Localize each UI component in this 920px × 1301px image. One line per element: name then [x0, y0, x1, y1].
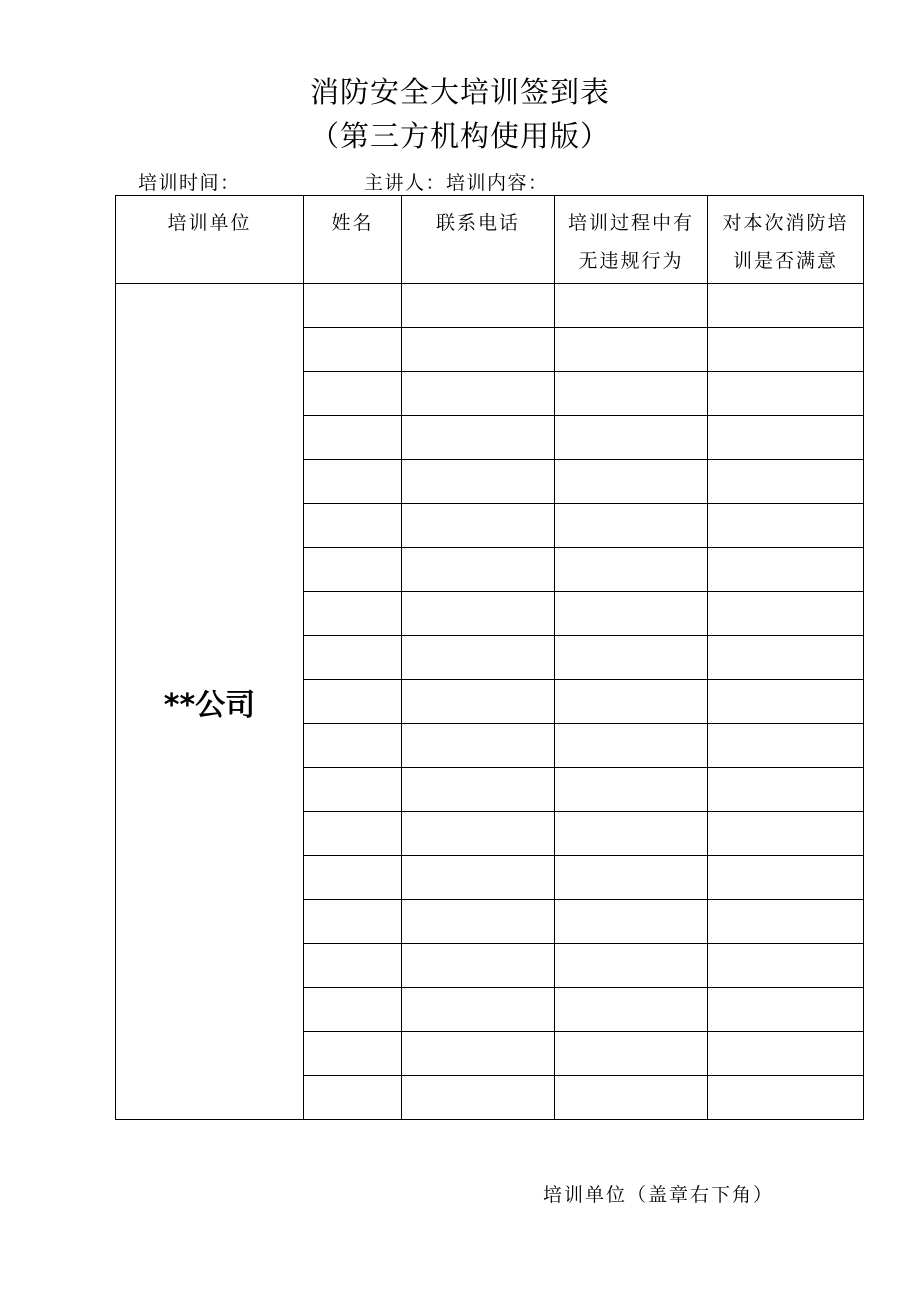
name-cell[interactable] — [304, 372, 402, 416]
phone-cell[interactable] — [402, 768, 555, 812]
satisfaction-cell[interactable] — [708, 372, 864, 416]
satisfaction-cell[interactable] — [708, 988, 864, 1032]
violation-cell[interactable] — [555, 944, 708, 988]
table-row — [116, 284, 864, 328]
satisfaction-cell[interactable] — [708, 504, 864, 548]
violation-cell[interactable] — [555, 1076, 708, 1120]
phone-cell[interactable] — [402, 812, 555, 856]
violation-cell[interactable] — [555, 812, 708, 856]
phone-cell[interactable] — [402, 944, 555, 988]
header-satisfaction: 对本次消防培训是否满意 — [708, 196, 864, 284]
violation-cell[interactable] — [555, 504, 708, 548]
satisfaction-cell[interactable] — [708, 680, 864, 724]
name-cell[interactable] — [304, 1076, 402, 1120]
table-body — [116, 284, 864, 1120]
violation-cell[interactable] — [555, 988, 708, 1032]
name-cell[interactable] — [304, 812, 402, 856]
phone-cell[interactable] — [402, 284, 555, 328]
satisfaction-cell[interactable] — [708, 592, 864, 636]
unit-cell: **公司 — [116, 284, 304, 1120]
violation-cell[interactable] — [555, 372, 708, 416]
phone-cell[interactable] — [402, 988, 555, 1032]
satisfaction-cell[interactable] — [708, 460, 864, 504]
name-cell[interactable] — [304, 944, 402, 988]
name-cell[interactable] — [304, 680, 402, 724]
phone-cell[interactable] — [402, 856, 555, 900]
phone-cell[interactable] — [402, 1032, 555, 1076]
violation-cell[interactable] — [555, 724, 708, 768]
satisfaction-cell[interactable] — [708, 416, 864, 460]
page-title: 消防安全大培训签到表 — [309, 75, 610, 109]
phone-cell[interactable] — [402, 548, 555, 592]
satisfaction-cell[interactable] — [708, 1076, 864, 1120]
name-cell[interactable] — [304, 416, 402, 460]
phone-cell[interactable] — [402, 724, 555, 768]
phone-cell[interactable] — [402, 372, 555, 416]
header-name: 姓名 — [304, 196, 402, 284]
name-cell[interactable] — [304, 504, 402, 548]
satisfaction-cell[interactable] — [708, 636, 864, 680]
phone-cell[interactable] — [402, 592, 555, 636]
violation-cell[interactable] — [555, 328, 708, 372]
name-cell[interactable] — [304, 724, 402, 768]
satisfaction-cell[interactable] — [708, 944, 864, 988]
name-cell[interactable] — [304, 768, 402, 812]
name-cell[interactable] — [304, 988, 402, 1032]
violation-cell[interactable] — [555, 856, 708, 900]
sign-in-table — [115, 195, 864, 1120]
name-cell[interactable] — [304, 856, 402, 900]
satisfaction-cell[interactable] — [708, 548, 864, 592]
satisfaction-cell[interactable] — [708, 768, 864, 812]
violation-cell[interactable] — [555, 636, 708, 680]
header-unit: 培训单位 — [116, 196, 304, 284]
phone-cell[interactable] — [402, 460, 555, 504]
phone-cell[interactable] — [402, 900, 555, 944]
phone-cell[interactable] — [402, 636, 555, 680]
violation-cell[interactable] — [555, 284, 708, 328]
name-cell[interactable] — [304, 636, 402, 680]
phone-cell[interactable] — [402, 504, 555, 548]
speaker-content-label: 主讲人：培训内容： — [364, 172, 549, 194]
name-cell[interactable] — [304, 592, 402, 636]
page-subtitle: （第三方机构使用版） — [309, 119, 610, 153]
name-cell[interactable] — [304, 460, 402, 504]
violation-cell[interactable] — [555, 460, 708, 504]
satisfaction-cell[interactable] — [708, 284, 864, 328]
name-cell[interactable] — [304, 328, 402, 372]
header-violation: 培训过程中有无违规行为 — [555, 196, 708, 284]
satisfaction-cell[interactable] — [708, 724, 864, 768]
name-cell[interactable] — [304, 1032, 402, 1076]
phone-cell[interactable] — [402, 1076, 555, 1120]
stamp-note: 培训单位（盖章右下角） — [543, 1184, 775, 1206]
violation-cell[interactable] — [555, 592, 708, 636]
phone-cell[interactable] — [402, 680, 555, 724]
name-cell[interactable] — [304, 900, 402, 944]
phone-cell[interactable] — [402, 328, 555, 372]
satisfaction-cell[interactable] — [708, 812, 864, 856]
satisfaction-cell[interactable] — [708, 1032, 864, 1076]
violation-cell[interactable] — [555, 768, 708, 812]
violation-cell[interactable] — [555, 680, 708, 724]
satisfaction-cell[interactable] — [708, 856, 864, 900]
name-cell[interactable] — [304, 548, 402, 592]
name-cell[interactable] — [304, 284, 402, 328]
table-header-row — [116, 196, 864, 284]
training-time-label: 培训时间： — [138, 172, 241, 194]
satisfaction-cell[interactable] — [708, 328, 864, 372]
violation-cell[interactable] — [555, 1032, 708, 1076]
phone-cell[interactable] — [402, 416, 555, 460]
violation-cell[interactable] — [555, 900, 708, 944]
header-phone: 联系电话 — [402, 196, 555, 284]
violation-cell[interactable] — [555, 548, 708, 592]
violation-cell[interactable] — [555, 416, 708, 460]
satisfaction-cell[interactable] — [708, 900, 864, 944]
